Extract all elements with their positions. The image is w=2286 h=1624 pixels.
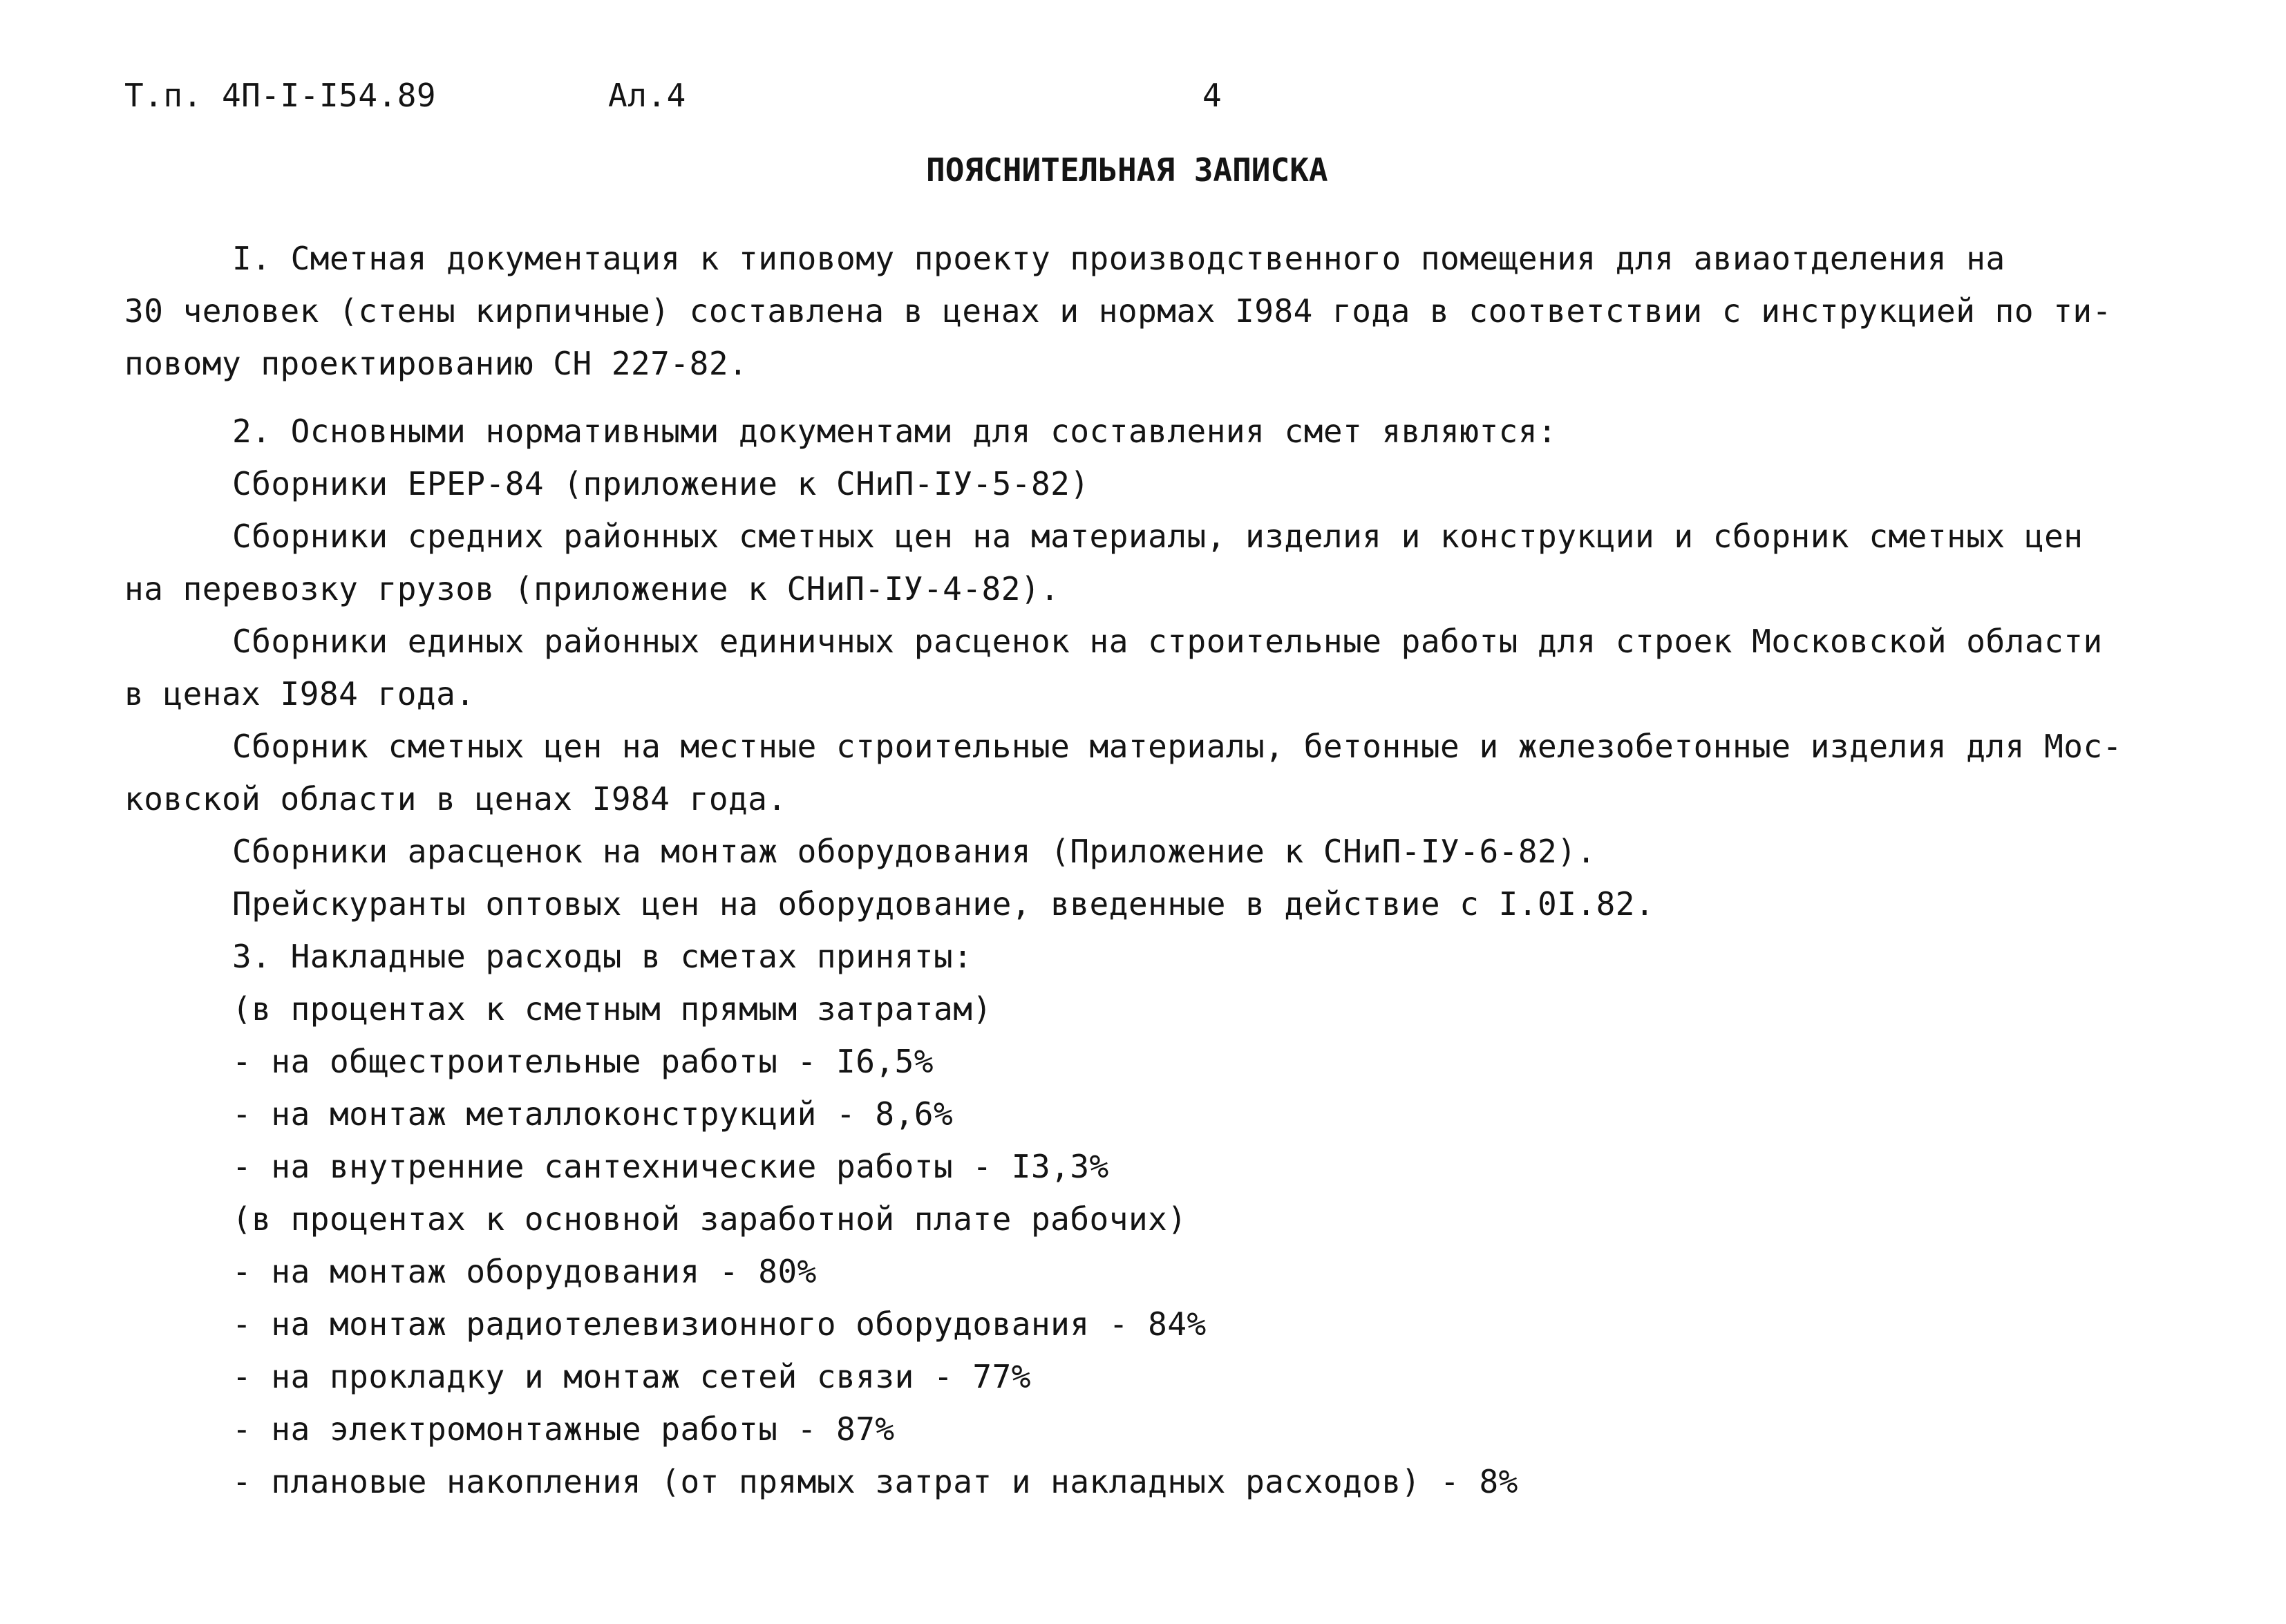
page-number: 4 — [1202, 77, 1222, 114]
document-body — [124, 232, 2267, 1508]
overhead-communication-networks: - на прокладку и монтаж сетей связи - 77% — [232, 1358, 1031, 1395]
paragraph-1-line-3: повому проектированию СН 227-82. — [124, 345, 748, 382]
paragraph-2-item-5: Сборники арасценок на монтаж оборудования (Приложение к СНиП-IУ-6-82). — [232, 833, 1596, 870]
overhead-plumbing: - на внутренние сантехнические работы - I3,3% — [232, 1148, 1109, 1185]
paragraph-3-group-1-label: (в процентах к сметным прямым затратам) — [232, 990, 992, 1028]
overhead-general-construction: - на общестроительные работы - I6,5% — [232, 1043, 934, 1080]
paragraph-1-line-2: 30 человек (стены кирпичные) составлена в ценах и нормах I984 года в соответствии с инструкцией по ти- — [124, 292, 2112, 330]
paragraph-2-item-3-line-2: в ценах I984 года. — [124, 675, 475, 712]
planned-savings: - плановые накопления (от прямых затрат и накладных расходов) - 8% — [232, 1463, 1518, 1500]
paragraph-2-item-2-line-1: Сборники средних районных сметных цен на материалы, изделия и конструкции и сборник сметных цен — [232, 518, 2084, 555]
paragraph-2-item-2-line-2: на перевозку грузов (приложение к СНиП-IУ-4-82). — [124, 570, 1060, 607]
overhead-metal-structures: - на монтаж металлоконструкций - 8,6% — [232, 1095, 954, 1133]
overhead-electrical-works: - на электромонтажные работы - 87% — [232, 1410, 895, 1448]
paragraph-1-line-1: I. Сметная документация к типовому проекту производственного помещения для авиаотделения на — [232, 240, 2005, 277]
document-code: Т.п. 4П-I-I54.89 — [124, 77, 437, 114]
paragraph-2-item-1: Сборники ЕРЕР-84 (приложение к СНиП-IУ-5-82) — [232, 465, 1090, 502]
page-title: ПОЯСНИТЕЛЬНАЯ ЗАПИСКА — [926, 151, 1328, 189]
paragraph-2-item-3-line-1: Сборники единых районных единичных расценок на строительные работы для строек Московской области — [232, 623, 2103, 660]
page-header — [124, 69, 2198, 124]
overhead-radio-tv-equipment: - на монтаж радиотелевизионного оборудования - 84% — [232, 1305, 1207, 1343]
paragraph-3-intro: 3. Накладные расходы в сметах приняты: — [232, 938, 973, 975]
paragraph-3-group-2-label: (в процентах к основной заработной плате рабочих) — [232, 1200, 1187, 1238]
overhead-equipment-installation: - на монтаж оборудования - 80% — [232, 1253, 817, 1290]
paragraph-2-item-4-line-1: Сборник сметных цен на местные строительные материалы, бетонные и железобетонные изделия для Мос- — [232, 728, 2122, 765]
album-number: Ал.4 — [608, 77, 686, 114]
paragraph-2-item-4-line-2: ковской области в ценах I984 года. — [124, 780, 787, 818]
paragraph-2-item-6: Прейскуранты оптовых цен на оборудование, введенные в действие с I.0I.82. — [232, 885, 1655, 923]
paragraph-2-intro: 2. Основными нормативными документами для составления смет являются: — [232, 413, 1558, 450]
